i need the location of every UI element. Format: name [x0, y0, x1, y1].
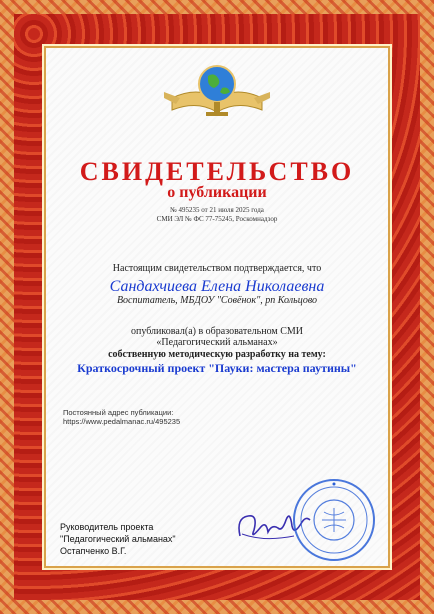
globe-book-emblem-icon: [162, 58, 272, 128]
published-line-3: собственную методическую разработку на тему:: [108, 349, 326, 360]
address-label: Постоянный адрес публикации:: [63, 408, 174, 417]
certificate-title: СВИДЕТЕЛЬСТВО: [79, 157, 355, 186]
certificate-meta: [0, 206, 434, 224]
published-line-1: опубликовал(а) в образовательном СМИ: [131, 326, 303, 337]
certificate-number: № 495235 от 21 июля 2025 года: [170, 206, 264, 214]
person-name: Сандахчиева Елена Николаевна: [109, 278, 325, 295]
person-role: Воспитатель, МБДОУ "Совёнок", рп Кольцово: [116, 295, 318, 306]
registry-number: СМИ ЭЛ № ФС 77-75245, Роскомнадзор: [156, 215, 278, 223]
work-title: Краткосрочный проект "Пауки: мастера паутины": [77, 361, 357, 375]
signer-line-1: Руководитель проекта: [60, 522, 154, 532]
signer-line-3: Остапченко В.Г.: [60, 546, 127, 556]
publication-address: [63, 408, 180, 426]
address-url[interactable]: https://www.pedalmanac.ru/495235: [63, 417, 181, 426]
round-stamp-icon: [292, 478, 376, 562]
certificate-subtitle: о публикации: [167, 184, 267, 201]
published-line-2: «Педагогический альманах»: [156, 337, 278, 348]
signer-block: [60, 521, 176, 557]
confirm-text: Настоящим свидетельством подтверждается, что: [112, 263, 322, 274]
signer-line-2: "Педагогический альманах": [60, 534, 176, 544]
